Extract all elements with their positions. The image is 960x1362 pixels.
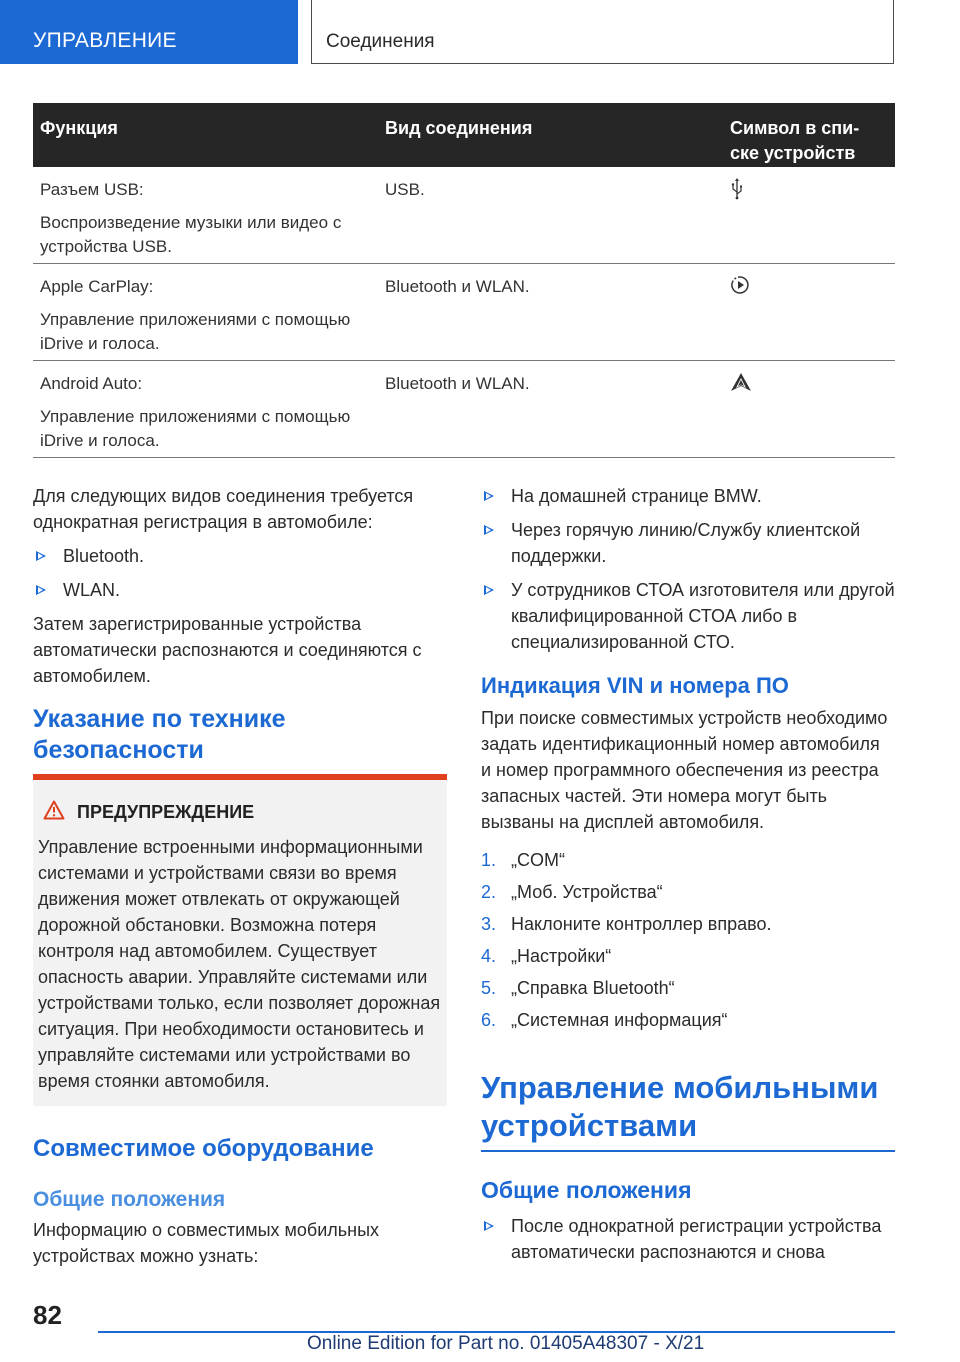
header-function: Функция <box>40 118 118 138</box>
usb-icon <box>730 178 890 200</box>
list-item: После однократной регистрации устройства автоматически распознаются и снова <box>481 1213 895 1265</box>
safety-heading: Указание по технике безопасности <box>33 705 286 764</box>
right-column <box>481 483 895 663</box>
header-symbol: Символ в спи- ске устройств <box>730 118 860 163</box>
list-item: 6. „Системная информация“ <box>481 1010 728 1030</box>
warning-title: ПРЕДУПРЕЖДЕНИЕ <box>77 802 255 822</box>
list-item: Через горячую линию/Службу клиентской поддержки. <box>481 517 895 569</box>
carplay-icon <box>730 275 890 295</box>
list-item: WLAN. <box>33 577 443 603</box>
bullet-triangle-icon <box>484 491 494 501</box>
left-column <box>33 483 443 697</box>
compatible-heading: Совместимое оборудование <box>33 1135 374 1162</box>
table-row <box>33 264 895 361</box>
list-item: 4. „Настройки“ <box>481 946 612 966</box>
list-item: Bluetooth. <box>33 543 443 569</box>
bullet-triangle-icon <box>484 1221 494 1231</box>
header-connection: Вид соединения <box>385 118 533 138</box>
list-item: 2. „Моб. Устройства“ <box>481 882 663 902</box>
last-bullet-block <box>481 1213 895 1273</box>
row-function-desc: Воспроизведение музыки или видео с устройства USB. <box>40 213 342 256</box>
row-connection: USB. <box>385 180 425 199</box>
vin-heading: Индикация VIN и номера ПО <box>481 673 789 698</box>
list-item: 5. „Справка Bluetooth“ <box>481 978 675 998</box>
warning-triangle-icon <box>43 800 65 820</box>
row-connection: Bluetooth и WLAN. <box>385 374 530 393</box>
heading-rule <box>481 1150 895 1152</box>
mobile-devices-heading: Управление мобильными устройствами <box>481 1070 879 1143</box>
row-function-title: Разъем USB: <box>40 180 144 199</box>
list-item: 3. Наклоните контроллер вправо. <box>481 914 772 934</box>
connections-table <box>33 103 895 458</box>
warning-box <box>33 774 447 1106</box>
vin-text: При поиске совместимых устройств необходимо задать идентификационный номер автомобиля и номер программного обеспечения из реестра запасных частей. Эти номера могут быть вызваны на дисплей автомобиля. <box>481 708 888 832</box>
table-row <box>33 361 895 458</box>
list-item: 1. „COM“ <box>481 850 565 870</box>
row-connection: Bluetooth и WLAN. <box>385 277 530 296</box>
section-title: Соединения <box>311 0 894 64</box>
warning-text: Управление встроенными информационными системами и устройствами связи во время движения может отвлекать от окружающей дорожной обстановки. Возможна потеря контроля над автомобилем. Существует опасность аварии. Управляйте системами или устройствами только, если позволяет дорожная ситуация. При необходимости остановитесь и управляйте системами или устройствами во время стоянки автомобиля. <box>38 837 441 1091</box>
row-function-title: Android Auto: <box>40 374 143 393</box>
bullet-triangle-icon <box>36 585 46 595</box>
general-text-left: Информацию о совместимых мобильных устройствах можно узнать: <box>33 1220 380 1266</box>
row-function-desc: Управление приложениями с помощью iDrive и голоса. <box>40 407 351 450</box>
android-auto-icon <box>730 372 890 392</box>
steps-list <box>481 847 891 1039</box>
bullet-triangle-icon <box>36 551 46 561</box>
list-item: На домашней странице BMW. <box>481 483 895 509</box>
chapter-tab: УПРАВЛЕНИЕ <box>0 0 298 64</box>
row-function-title: Apple CarPlay: <box>40 277 154 296</box>
warning-bar <box>33 774 447 780</box>
table-header <box>33 103 895 167</box>
edition-text: Online Edition for Part no. 01405A48307 - X/21 <box>307 1333 705 1354</box>
after-registration-text: Затем зарегистрированные устройства автоматически распознаются и соединяются с автомобилем. <box>33 614 422 686</box>
bullet-triangle-icon <box>484 585 494 595</box>
table-row <box>33 167 895 264</box>
page-number: 82 <box>33 1300 62 1330</box>
list-item: У сотрудников СТОА изготовителя или другой квалифицированной СТОА либо в специализированной СТО. <box>481 577 895 655</box>
general-heading-left: Общие положения <box>33 1188 226 1211</box>
general-heading-right: Общие положения <box>481 1177 692 1203</box>
bullet-triangle-icon <box>484 525 494 535</box>
intro-text: Для следующих видов соединения требуется однократная регистрация в автомобиле: <box>33 486 414 532</box>
row-function-desc: Управление приложениями с помощью iDrive и голоса. <box>40 310 351 353</box>
